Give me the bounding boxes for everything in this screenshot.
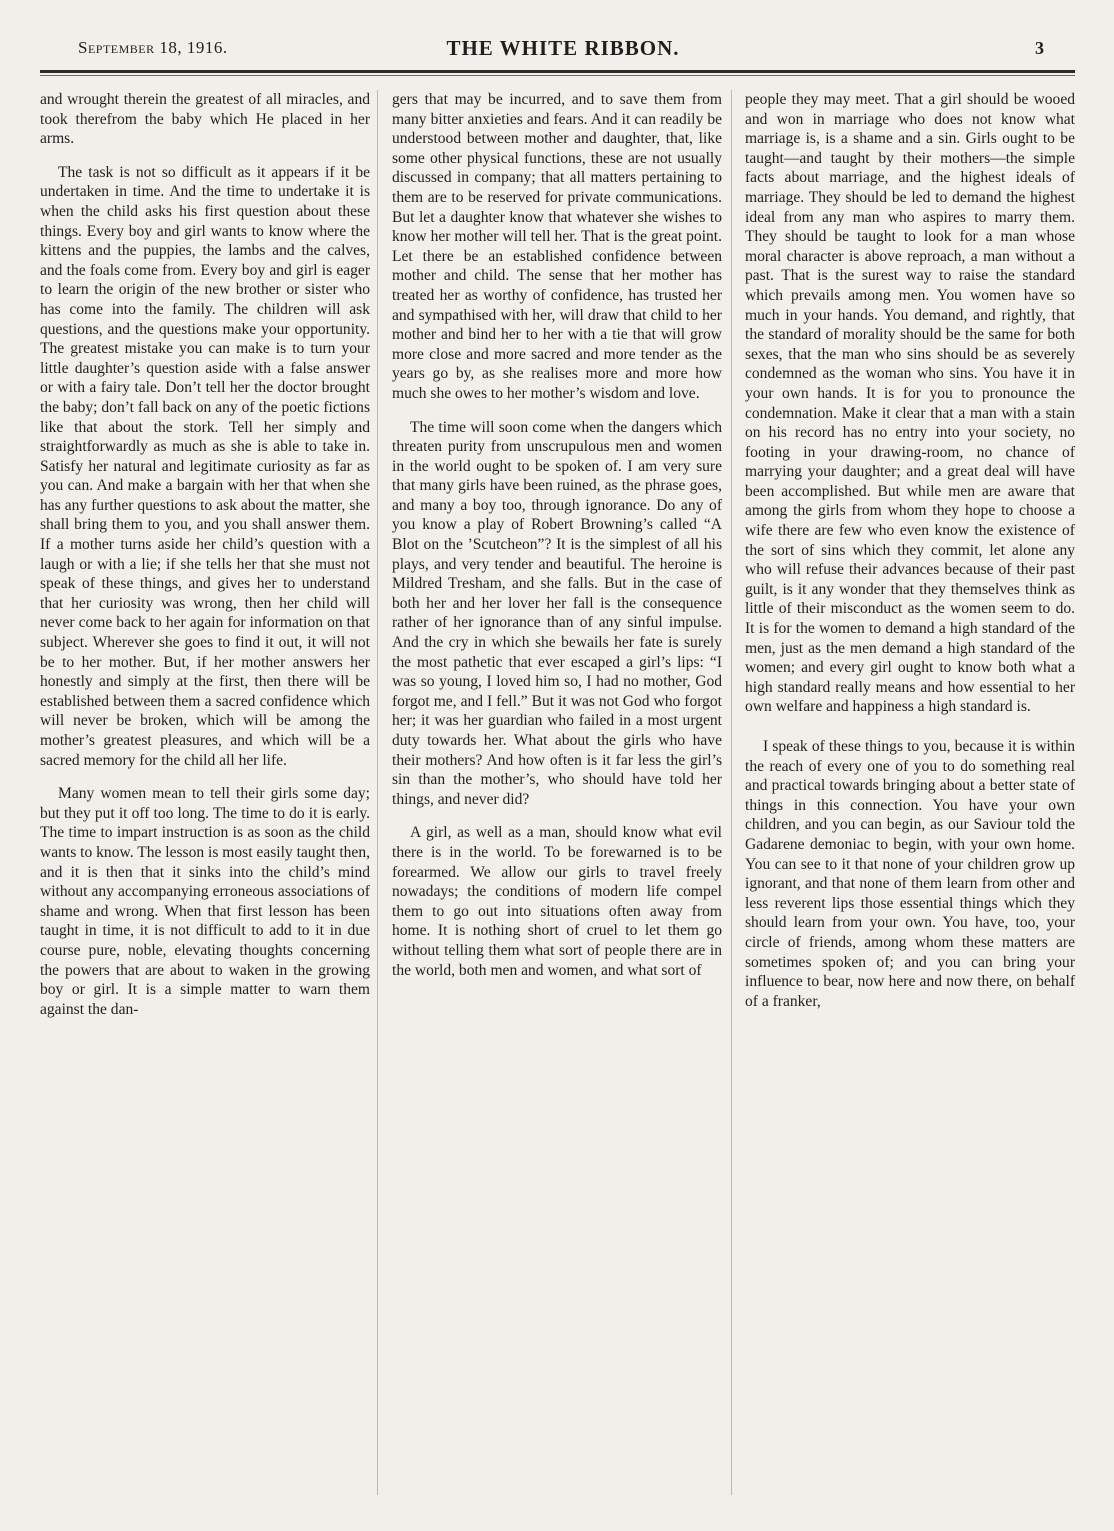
- paragraph: people they may meet. That a girl should be wooed and won in marriage who does not know what marriage is, is a shame and a sin. Girls ought to be taught—and taught by their mothers—the simple facts about marriage, and the highest ideals of marriage. They should be led to demand the highest ideal from any man who aspires to marry them. They should be taught to look for a man whose moral character is above reproach, a man without a past. That is the surest way to raise the standard which prevails among men. You women have so much in your hands. You demand, and rightly, that the standard of morality should be the same for both sexes, that the man who sins should be as severely condemned as the woman who sins. You have it in your own hands. It is for you to pronounce the condemnation. Make it clear that a man with a stain on his record has no entry into your society, no footing in your drawing-room, no chance of marrying your daughter; and a great deal will have been accomplished. But while men are aware that among the girls from whom they hope to choose a wife there are few who even know the existence of the sort of sins which they commit, let alone any who will refuse their advances because of their past guilt, is it any wonder that they themselves think as little of their misconduct as the women seem to do. It is for the women to demand a high standard of the men, just as the men demand a high standard of the women; and every girl ought to know both what a high standard really means and how essential to her own welfare and happiness a high standard is.: [745, 91, 1075, 716]
- paragraph: The task is not so difficult as it appears if it be undertaken in time. And the time to undertake it is when the child asks his first question about these things. Every boy and girl wants to know where the kittens and the puppies, the lambs and the calves, and the foals come from. Every boy and girl is eager to learn the origin of the new brother or sister who has come into the family. The children will ask questions, and the questions make your opportunity. The greatest mistake you can make is to turn your little daughter’s question aside with a false answer or with a fairy tale. Don’t tell her the doctor brought the baby; don’t fall back on any of the poetic fictions like that about the stork. Tell her simply and straightforwardly as much as she is able to take in. Satisfy her natural and legitimate curiosity as far as you can. And make a bargain with her that when she has any further questions to ask about the matter, she shall bring them to you, and you shall answer them. If a mother turns aside her child’s question with a laugh or with a lie; if she tells her that she must not speak of these things, and gives her to understand that her curiosity was wrong, then her child will never come back to her again for information on that subject. Wherever she goes to find it out, it will not be to her mother. But, if her mother answers her honestly and simply at the first, then there will be established between them a sacred confidence which will never be broken, which will be among the mother’s greatest pleasures, and which will be a sacred memory for the child all her life.: [40, 163, 370, 769]
- paragraph: The time will soon come when the dangers which threaten purity from unscrupulous men and women in the world ought to be spoken of. I am very sure that many girls have been ruined, as the phrase goes, and many a boy too, through ignorance. Do any of you know a play of Robert Browning’s called “A Blot on the ’Scutcheon”? It is the simplest of all his plays, and very tender and beautiful. The heroine is Mildred Tresham, and she falls. But in the case of both her and her lover her fall is the consequence rather of her ignorance than of any sinful impulse. And the cry in which she bewails her fate is surely the most pathetic that ever escaped a girl’s lips: “I was so young, I loved him so, I had no mother, God forgot me, and I fell.” But it was not God who forgot her; it was her guardian who failed in a most urgent duty towards her. What about the girls who have their mothers? And how often is it far less the girl’s sin than the mother’s, who should have told her things, and never did?: [392, 418, 722, 808]
- paragraph: gers that may be incurred, and to save them from many bitter anxieties and fears. And it can readily be understood between mother and daughter, that, like some other physical functions, these are not usually discussed in company; that all matters pertaining to them are to be reserved for private communications. But let a daughter know that whatever she wishes to know her mother will tell her. That is the great point. Let there be an established confidence between mother and child. The sense that her mother has treated her as worthy of confidence, has trusted her and sympathised with her, will draw that child to her mother and bind her to her with a tie that will grow more close and more sacred and more tender as the years go by, as she realises more and more how much she owes to her mother’s wisdom and love.: [392, 91, 722, 402]
- column-2: [392, 90, 722, 980]
- column-divider: [377, 90, 378, 1495]
- header-rule: [40, 70, 1075, 73]
- paragraph: Many women mean to tell their girls some day; but they put it off too long. The time to do it is early. The time to impart instruction is as soon as the child wants to know. The lesson is most easily taught then, and it is then that it sinks into the child’s mind without any accompanying erroneous associations of shame and wrong. When that first lesson has been taught in time, it is not difficult to add to it in due course pure, noble, elevating thoughts concerning the powers that are about to waken in the growing boy or girl. It is a simple matter to warn them against the dan-: [40, 785, 370, 1018]
- header-rule-thin: [40, 75, 1075, 76]
- issue-date: September 18, 1916.: [78, 38, 228, 57]
- paragraph: I speak of these things to you, because it is within the reach of every one of you to do something real and practical towards bringing about a better state of things in this connection. You have your own children, and you can begin, as our Saviour told the Gadarene demoniac to begin, with your own home. You can see to it that none of your children grow up ignorant, and that none of them learn from other and less reverent lips those essential things which they should learn from your own. You have, too, your circle of friends, among whom these matters are sometimes spoken of; and you can bring your influence to bear, now here and now there, on behalf of a franker,: [745, 738, 1075, 1010]
- column-divider: [731, 90, 732, 1495]
- paragraph: and wrought therein the greatest of all miracles, and took therefrom the baby which He placed in her arms.: [40, 91, 370, 148]
- column-1: [40, 90, 370, 1019]
- column-3: [745, 90, 1075, 1011]
- page-header: [78, 38, 1048, 62]
- paragraph: A girl, as well as a man, should know what evil there is in the world. To be forewarned is to be forearmed. We allow our girls to travel freely nowadays; the conditions of modern life compel them to go out into situations often away from home. It is nothing short of cruel to let them go without telling them what sort of people there are in the world, both men and women, and what sort of: [392, 824, 722, 979]
- masthead-title: THE WHITE RIBBON.: [446, 36, 680, 60]
- page-number: 3: [1035, 38, 1044, 58]
